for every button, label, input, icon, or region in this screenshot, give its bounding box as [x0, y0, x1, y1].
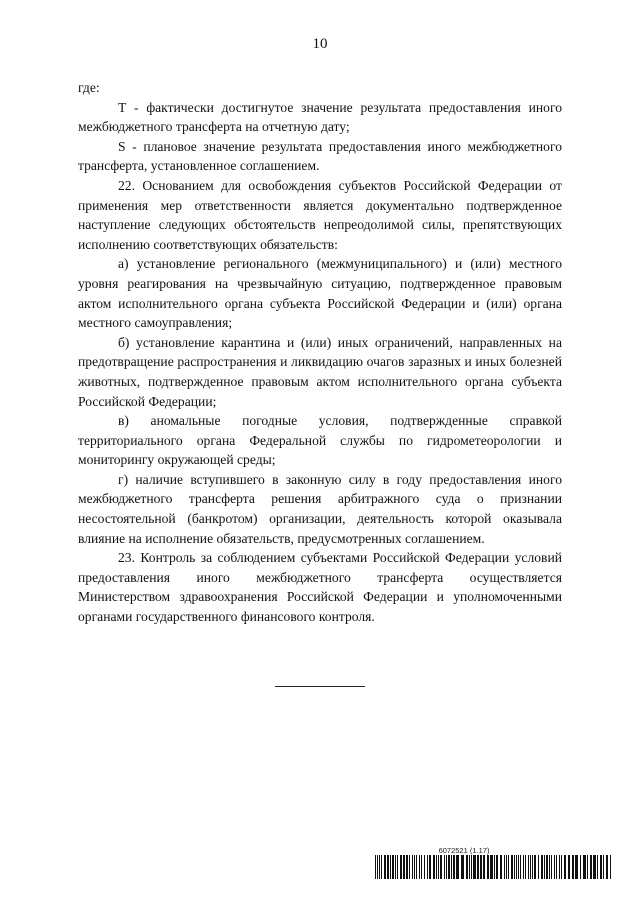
document-body	[78, 78, 562, 627]
barcode-bar	[490, 855, 493, 879]
paragraph-22-g: г) наличие вступившего в законную силу в году предоставления иного межбюджетного трансферта решения арбитражного суда о признании несостоятельной (банкротом) организации, деятельность которой оказывала влияние на исполнение обязательств, предусмотренных соглашением.	[78, 471, 562, 546]
end-divider	[275, 686, 365, 687]
barcode-bar	[469, 855, 470, 879]
paragraph-22: 22. Основанием для освобождения субъектов Российской Федерации от применения мер ответственности является документально подтвержденное наступление следующих обстоятельств непреодолимой силы, препятствующих исполнению соответствующих обязательств:	[78, 177, 562, 252]
barcode-bar	[406, 855, 408, 879]
barcode-bar	[514, 855, 515, 879]
barcode-bar	[568, 855, 570, 879]
barcode-bar	[528, 855, 529, 879]
barcode-bar	[480, 855, 482, 879]
barcode-bar	[564, 855, 566, 879]
barcode-bar	[414, 855, 415, 879]
barcode-bar	[551, 855, 552, 879]
barcode-bar	[587, 855, 588, 879]
barcode-bar	[461, 855, 464, 879]
barcode-code: 6072521 (1.17)	[438, 846, 490, 855]
barcode-bar	[446, 855, 447, 879]
barcode-bar	[556, 855, 557, 879]
barcode-bar	[375, 855, 376, 879]
barcode-bar	[384, 855, 386, 879]
barcode-bar	[421, 855, 422, 879]
barcode-bar	[483, 855, 485, 879]
paragraph-t-definition: Т - фактически достигнутое значение результата предоставления иного межбюджетного трансферта на отчетную дату;	[78, 99, 562, 135]
barcode-bar	[530, 855, 531, 879]
barcode-bar	[554, 855, 555, 879]
barcode-bar	[473, 855, 476, 879]
paragraph-22-v: в) аномальные погодные условия, подтвержденные справкой территориального органа Федеральной службы по гидрометеорологии и мониторингу окружающей среды;	[78, 413, 562, 468]
barcode-bar	[403, 855, 405, 879]
barcode-bar	[471, 855, 472, 879]
barcode-bar	[525, 855, 526, 879]
barcode-bar	[444, 855, 445, 879]
barcode-bar	[379, 855, 380, 879]
document-barcode-block	[375, 846, 611, 879]
barcode-bar	[440, 855, 442, 879]
barcode-bar	[575, 855, 578, 879]
barcode-bar	[392, 855, 394, 879]
barcode-bar	[511, 855, 513, 879]
barcode-bar	[500, 855, 502, 879]
barcode-bar	[583, 855, 586, 879]
barcode-bar	[387, 855, 389, 879]
barcode-bar	[424, 855, 425, 879]
barcode-bar	[590, 855, 592, 879]
barcode-bar	[456, 855, 459, 879]
barcode-bar	[610, 855, 611, 879]
barcode-bar	[412, 855, 413, 879]
barcode-bar	[390, 855, 391, 879]
barcode-bar	[580, 855, 581, 879]
barcode-bar	[534, 855, 536, 879]
barcode-bar	[593, 855, 596, 879]
page-number: 10	[312, 36, 328, 52]
barcode-bar	[381, 855, 382, 879]
barcode-bar	[377, 855, 378, 879]
paragraph-where: где:	[78, 80, 100, 95]
barcode-bar	[516, 855, 517, 879]
barcode-bar	[429, 855, 431, 879]
barcode-bar	[606, 855, 608, 879]
barcode-bar	[397, 855, 398, 879]
barcode-bar	[544, 855, 545, 879]
barcode-bar	[603, 855, 604, 879]
barcode-bar	[427, 855, 428, 879]
barcode-image	[375, 855, 611, 879]
barcode-bar	[504, 855, 505, 879]
barcode-bar	[400, 855, 402, 879]
barcode-bar	[395, 855, 396, 879]
paragraph-22-b: б) установление карантина и (или) иных ограничений, направленных на предотвращение распространения и ликвидацию очагов заразных и иных болезней животных, подтвержденное правовым актом исполнительного органа субъекта Российской Федерации;	[78, 334, 562, 409]
paragraph-22-a: а) установление регионального (межмуниципального) и (или) местного уровня реагирования на чрезвычайную ситуацию, подтвержденное правовым актом исполнительного органа субъекта Российской Федерации и (или) органа местного самоуправления;	[78, 256, 562, 331]
barcode-bar	[549, 855, 550, 879]
barcode-bar	[518, 855, 519, 879]
barcode-bar	[508, 855, 509, 879]
barcode-bar	[466, 855, 468, 879]
barcode-bar	[494, 855, 495, 879]
paragraph-s-definition: S - плановое значение результата предоставления иного межбюджетного трансферта, установленное соглашением.	[78, 138, 562, 174]
barcode-bar	[561, 855, 562, 879]
barcode-bar	[496, 855, 498, 879]
barcode-bar	[546, 855, 548, 879]
paragraph-23: 23. Контроль за соблюдением субъектами Российской Федерации условий предоставления иного межбюджетного трансферта осуществляется Министерством здравоохранения Российской Федерации и уполномоченными органами государственного финансового контроля.	[78, 550, 562, 625]
barcode-bar	[541, 855, 543, 879]
barcode-bar	[506, 855, 507, 879]
barcode-bar	[520, 855, 521, 879]
barcode-bar	[419, 855, 420, 879]
barcode-bar	[433, 855, 435, 879]
barcode-bar	[523, 855, 524, 879]
barcode-bar	[538, 855, 539, 879]
barcode-bar	[477, 855, 479, 879]
barcode-bar	[438, 855, 439, 879]
barcode-bar	[436, 855, 437, 879]
barcode-bar	[559, 855, 560, 879]
barcode-bar	[572, 855, 574, 879]
barcode-bar	[453, 855, 455, 879]
barcode-bar	[487, 855, 489, 879]
barcode-bar	[597, 855, 598, 879]
barcode-bar	[409, 855, 410, 879]
barcode-bar	[532, 855, 533, 879]
barcode-bar	[600, 855, 602, 879]
barcode-bar	[451, 855, 452, 879]
barcode-bar	[416, 855, 417, 879]
barcode-bar	[448, 855, 450, 879]
